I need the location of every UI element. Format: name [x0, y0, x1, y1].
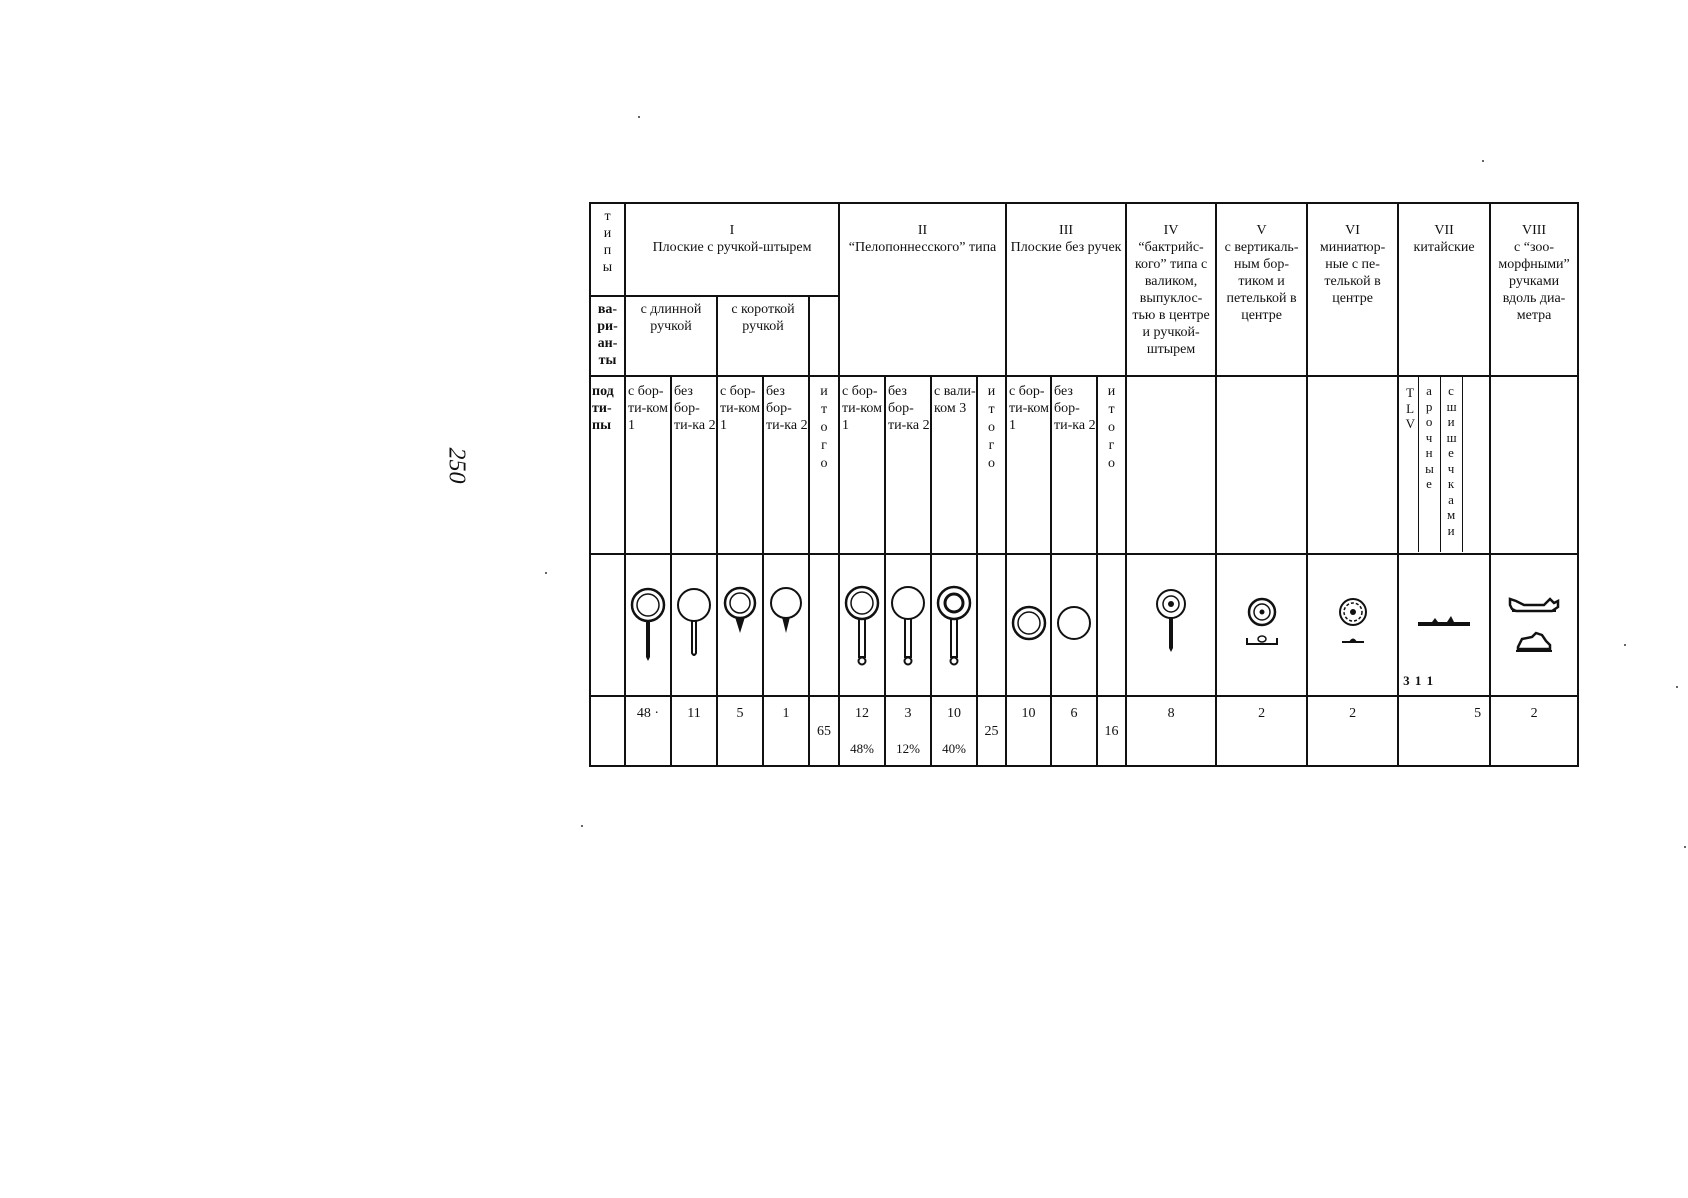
count-VII: 5	[1398, 696, 1490, 766]
subtype-I-total: итого	[809, 376, 839, 554]
count-II-total: 25	[977, 696, 1006, 766]
mirror-chinese-icon	[1414, 600, 1474, 640]
type-VII-header: VII китайские	[1398, 203, 1490, 376]
scan-speck	[638, 116, 640, 118]
subtype-I-long-without-rim: без бор-ти-ка 2	[671, 376, 717, 554]
image-label-empty	[590, 554, 625, 696]
image-cell	[671, 554, 717, 696]
subtypes-row-label: под ти- пы	[590, 376, 625, 554]
mirror-peloponnese-roll-icon	[934, 575, 974, 675]
type-I-header: I Плоские с ручкой-штырем	[625, 203, 839, 296]
image-cell	[1398, 554, 1490, 696]
subtype-II-with-roll: с вали-ком 3	[931, 376, 977, 554]
scan-speck	[581, 825, 583, 827]
image-cell	[931, 554, 977, 696]
type-VI-header: VI миниатюр-ные с пе-телькой в центре	[1307, 203, 1398, 376]
subtype-I-long-with-rim: с бор-ти-ком 1	[625, 376, 671, 554]
mirror-flat-plain-icon	[1054, 595, 1094, 655]
image-cell	[1051, 554, 1097, 696]
type-IV-header: IV “бактрийс-кого” типа с валиком, выпуклос-тью в центре и ручкой-штырем	[1126, 203, 1216, 376]
subtype-V-empty	[1216, 376, 1307, 554]
mirror-short-handle-plain-icon	[766, 577, 806, 673]
subtype-I-short-without-rim: без бор-ти-ка 2	[763, 376, 809, 554]
mirror-zoomorphic-icon	[1504, 585, 1564, 665]
count-II-with-rim: 12 48%	[839, 696, 885, 766]
variant-short-handle: с короткой ручкой	[717, 296, 809, 376]
image-cell	[763, 554, 809, 696]
mirror-miniature-icon	[1328, 590, 1378, 660]
count-VI: 2	[1307, 696, 1398, 766]
subtype-III-without-rim: без бор-ти-ка 2	[1051, 376, 1097, 554]
subtype-VII-tlv: TLV	[1405, 385, 1415, 431]
subtype-II-total: итого	[977, 376, 1006, 554]
count-III-total: 16	[1097, 696, 1126, 766]
subtype-III-total: итого	[1097, 376, 1126, 554]
image-cell	[885, 554, 931, 696]
count-label-empty	[590, 696, 625, 766]
type-II-header: II “Пелопоннесского” типа	[839, 203, 1006, 376]
mirror-peloponnese-plain-icon	[888, 575, 928, 675]
mirror-short-handle-rim-icon	[720, 577, 760, 673]
mirror-flat-rim-icon	[1009, 595, 1049, 655]
count-I-long-without-rim: 11	[671, 696, 717, 766]
variant-empty	[809, 296, 839, 376]
count-I-short-with-rim: 5	[717, 696, 763, 766]
subtype-VIII-empty	[1490, 376, 1578, 554]
variant-long-handle: с длинной ручкой	[625, 296, 717, 376]
scan-speck	[1482, 160, 1484, 162]
type-V-header: V с вертикаль-ным бор-тиком и петелькой в центре	[1216, 203, 1307, 376]
subtype-VII-counts: 3 1 1	[1403, 673, 1435, 688]
subtype-II-with-rim: с бор-ти-ком 1	[839, 376, 885, 554]
mirror-peloponnese-rim-icon	[842, 575, 882, 675]
count-V: 2	[1216, 696, 1307, 766]
count-I-total: 65	[809, 696, 839, 766]
image-cell	[839, 554, 885, 696]
percent-II-without-rim: 12%	[896, 741, 920, 756]
mirror-long-handle-plain-icon	[674, 577, 714, 673]
mirror-long-handle-rim-icon	[628, 577, 668, 673]
variants-row-label: ва- ри- ан- ты	[590, 296, 625, 376]
subtype-VII-arched: арочные	[1425, 383, 1434, 491]
image-cell	[1490, 554, 1578, 696]
count-VIII: 2	[1490, 696, 1578, 766]
count-IV: 8	[1126, 696, 1216, 766]
subtype-VII	[1398, 376, 1490, 554]
subtype-IV-empty	[1126, 376, 1216, 554]
mirror-typology-table	[589, 202, 1579, 767]
image-cell	[1216, 554, 1307, 696]
count-I-short-without-rim: 1	[763, 696, 809, 766]
image-cell	[1126, 554, 1216, 696]
subtype-II-without-rim: без бор-ти-ка 2	[885, 376, 931, 554]
mirror-vertical-rim-icon	[1237, 590, 1287, 660]
subtype-III-with-rim: с бор-ти-ком 1	[1006, 376, 1051, 554]
scan-speck	[1676, 686, 1678, 688]
count-III-with-rim: 10	[1006, 696, 1051, 766]
image-cell	[717, 554, 763, 696]
count-II-with-roll: 10 40%	[931, 696, 977, 766]
count-III-without-rim: 6	[1051, 696, 1097, 766]
percent-II-with-rim: 48%	[850, 741, 874, 756]
subtype-VII-knobs: сшишечками	[1446, 383, 1457, 538]
type-VIII-header: VIII с “зоо-морфными” ручками вдоль диа-метра	[1490, 203, 1578, 376]
types-row-label: т и п ы	[590, 203, 625, 296]
scan-speck	[1624, 644, 1626, 646]
count-I-long-with-rim: 48 ·	[625, 696, 671, 766]
image-cell	[1006, 554, 1051, 696]
mirror-bactrian-icon	[1151, 580, 1191, 670]
image-cell	[625, 554, 671, 696]
image-cell-empty	[809, 554, 839, 696]
count-II-without-rim: 3 12%	[885, 696, 931, 766]
type-III-header: III Плоские без ручек	[1006, 203, 1126, 376]
subtype-VI-empty	[1307, 376, 1398, 554]
image-cell-empty	[977, 554, 1006, 696]
percent-II-with-roll: 40%	[942, 741, 966, 756]
image-cell	[1307, 554, 1398, 696]
scan-speck	[545, 572, 547, 574]
page-number: 250	[443, 447, 470, 484]
image-cell-empty	[1097, 554, 1126, 696]
scan-speck	[1684, 846, 1686, 848]
subtype-I-short-with-rim: с бор-ти-ком 1	[717, 376, 763, 554]
